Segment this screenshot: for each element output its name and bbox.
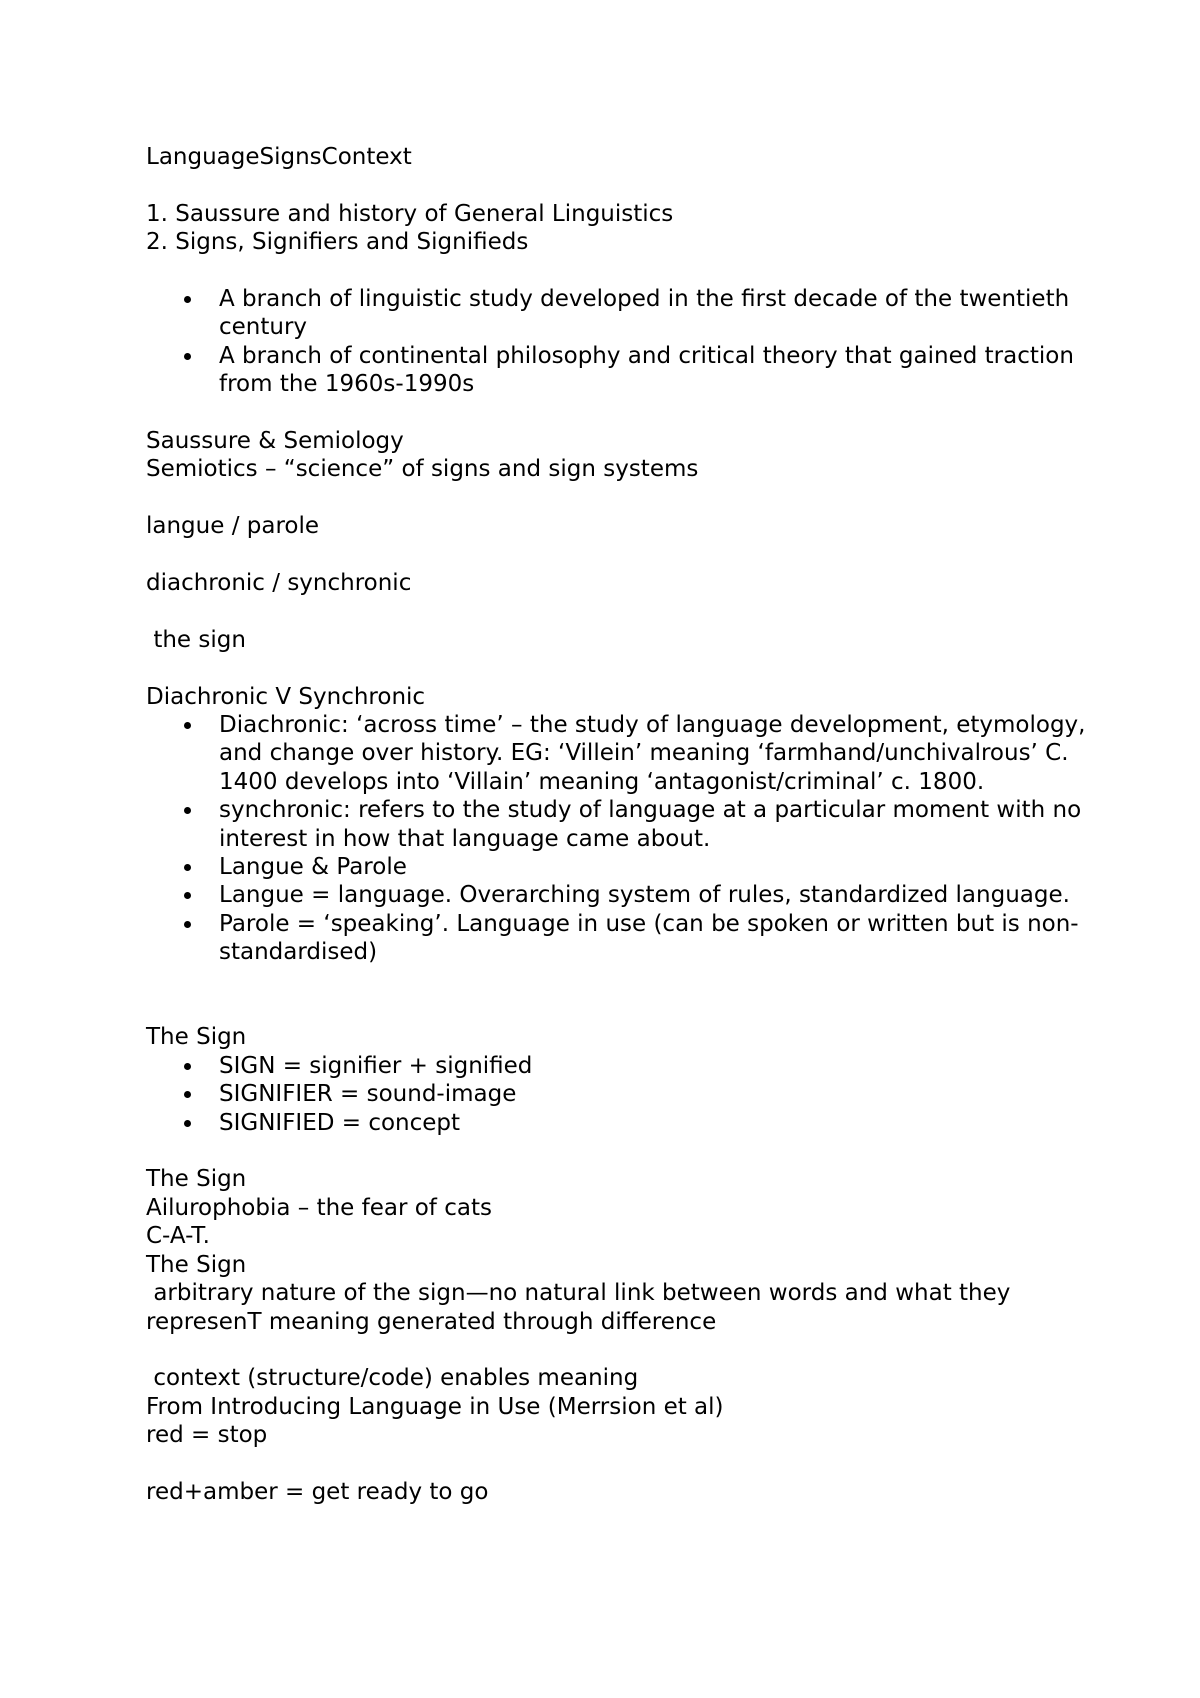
diachronic-synchronic-line: diachronic / synchronic bbox=[146, 570, 412, 597]
spacer bbox=[146, 484, 1086, 512]
numbered-item-1: 1. Saussure and history of General Linguistics bbox=[146, 200, 674, 227]
spacer bbox=[146, 171, 1086, 199]
list-item: A branch of continental philosophy and critical theory that gained traction from the 1960s-1990s bbox=[146, 342, 1086, 399]
sign-heading-1: The Sign bbox=[146, 1024, 247, 1051]
spacer bbox=[146, 967, 1086, 995]
sign-bullet-list bbox=[146, 1052, 1086, 1137]
numbered-item-2: 2. Signs, Signifiers and Signifieds bbox=[146, 229, 529, 256]
spacer bbox=[146, 257, 1086, 285]
spacer bbox=[146, 1450, 1086, 1478]
ailurophobia-line: Ailurophobia – the fear of cats bbox=[146, 1194, 492, 1221]
list-item: synchronic: refers to the study of language at a particular moment with no interest in how that language came about. bbox=[146, 796, 1086, 853]
semiology-heading: Saussure & Semiology bbox=[146, 428, 404, 455]
document-page bbox=[146, 143, 1086, 1506]
cat-line: C-A-T. bbox=[146, 1223, 210, 1250]
intro-bullet-list bbox=[146, 285, 1086, 399]
spacer bbox=[146, 995, 1086, 1023]
red-stop-line: red = stop bbox=[146, 1422, 268, 1449]
spacer bbox=[146, 1137, 1086, 1165]
document-title: LanguageSignsContext bbox=[146, 144, 412, 170]
dvs-bullet-list bbox=[146, 711, 1086, 967]
list-item: Parole = ‘speaking’. Language in use (can be spoken or written but is non-standardised) bbox=[146, 910, 1086, 967]
sign-heading-2: The Sign bbox=[146, 1166, 247, 1193]
list-item: A branch of linguistic study developed in the first decade of the twentieth century bbox=[146, 285, 1086, 342]
spacer bbox=[146, 541, 1086, 569]
list-item: Langue & Parole bbox=[146, 853, 1086, 881]
source-line: From Introducing Language in Use (Merrsion et al) bbox=[146, 1393, 724, 1420]
sign-heading-3: The Sign bbox=[146, 1251, 247, 1278]
red-amber-line: red+amber = get ready to go bbox=[146, 1478, 489, 1505]
spacer bbox=[146, 654, 1086, 682]
list-item: SIGNIFIER = sound-image bbox=[146, 1080, 1086, 1108]
spacer bbox=[146, 399, 1086, 427]
arbitrary-line: arbitrary nature of the sign—no natural link between words and what they represenT meaning generated through difference bbox=[146, 1280, 1018, 1335]
spacer bbox=[146, 597, 1086, 625]
the-sign-line: the sign bbox=[146, 626, 246, 653]
list-item: SIGN = signifier + signified bbox=[146, 1052, 1086, 1080]
context-line: context (structure/code) enables meaning bbox=[146, 1365, 639, 1392]
list-item: Diachronic: ‘across time’ – the study of language development, etymology, and change over history. EG: ‘Villein’ meaning ‘farmhand/unchivalrous’ C. 1400 develops into ‘Villain’ meaning ‘antagonist/criminal’ c. 1800. bbox=[146, 711, 1086, 796]
semiotics-line: Semiotics – “science” of signs and sign systems bbox=[146, 456, 699, 483]
list-item: Langue = language. Overarching system of rules, standardized language. bbox=[146, 881, 1086, 909]
list-item: SIGNIFIED = concept bbox=[146, 1109, 1086, 1137]
spacer bbox=[146, 1336, 1086, 1364]
langue-parole-line: langue / parole bbox=[146, 513, 320, 540]
dvs-heading: Diachronic V Synchronic bbox=[146, 683, 426, 710]
